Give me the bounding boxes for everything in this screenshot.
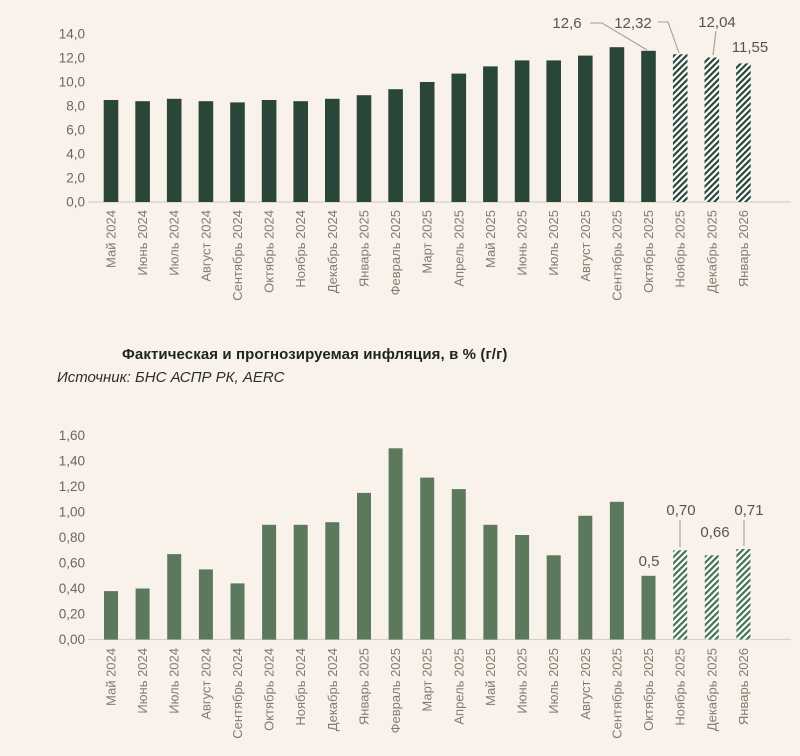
bar [547, 555, 561, 639]
annotation-label: 12,32 [614, 15, 652, 32]
bar [452, 489, 466, 639]
chart-source-caption: Источник: БНС АСПР РК, AERC [57, 369, 285, 386]
y-tick-label: 1,20 [58, 479, 85, 494]
annotations [552, 14, 768, 56]
bar [294, 525, 308, 640]
y-tick-label: 0,80 [58, 530, 85, 545]
x-tick-label: Декабрь 2024 [324, 648, 340, 732]
bar [420, 82, 435, 202]
x-tick-label: Декабрь 2025 [704, 648, 720, 732]
x-tick-label: Январь 2026 [735, 648, 751, 726]
forecast-bar [736, 549, 750, 640]
bar [578, 56, 593, 202]
x-tick-label: Январь 2025 [356, 648, 372, 726]
y-tick-label: 10,0 [58, 74, 85, 90]
x-tick-label: Июль 2025 [546, 210, 562, 276]
y-axis-labels [59, 428, 85, 647]
y-tick-label: 14,0 [58, 26, 85, 42]
x-tick-label: Ноябрь 2024 [293, 648, 309, 726]
bar [135, 101, 150, 202]
bars [104, 448, 750, 639]
x-tick-label: Сентябрь 2025 [609, 648, 625, 739]
y-tick-label: 1,00 [58, 504, 85, 520]
annotation-leader-line [658, 22, 679, 53]
y-tick-label: 12,0 [58, 50, 85, 66]
x-tick-label: Ноябрь 2024 [293, 210, 309, 288]
x-tick-label: Январь 2026 [735, 210, 751, 288]
bar [199, 101, 214, 202]
annotation-label: 12,04 [698, 14, 736, 31]
x-tick-label: Март 2025 [419, 210, 435, 274]
bar [357, 493, 371, 640]
annotation-label: 0,71 [734, 502, 764, 519]
x-tick-label: Декабрь 2024 [324, 210, 340, 294]
x-tick-label: Июнь 2025 [514, 210, 530, 276]
x-tick-label: Июль 2025 [546, 648, 562, 714]
x-tick-label: Декабрь 2025 [704, 210, 720, 294]
x-tick-label: Июль 2024 [166, 210, 182, 276]
bar [483, 525, 497, 640]
bar [325, 522, 339, 639]
x-tick-label: Октябрь 2024 [261, 210, 277, 293]
bar [420, 478, 434, 640]
forecast-bar [736, 63, 751, 202]
bar [642, 576, 656, 640]
y-tick-label: 4,0 [66, 146, 85, 162]
x-tick-label: Июнь 2025 [514, 648, 530, 714]
bar [167, 99, 182, 202]
bar [578, 516, 592, 640]
bar [610, 502, 624, 640]
bar [199, 569, 213, 639]
y-axis-labels [59, 27, 85, 210]
annotation-leader-line [713, 31, 716, 55]
x-tick-label: Сентябрь 2025 [609, 210, 625, 301]
annotation-label: 0,66 [700, 524, 730, 541]
y-tick-label: 0,0 [66, 194, 85, 210]
bar [230, 102, 245, 202]
x-tick-label: Август 2025 [577, 648, 593, 720]
x-tick-label: Февраль 2025 [388, 210, 404, 296]
x-tick-label: Май 2024 [103, 210, 119, 268]
x-tick-label: Сентябрь 2024 [229, 210, 245, 301]
x-tick-label: Август 2025 [577, 210, 593, 282]
x-tick-label: Март 2025 [419, 648, 435, 712]
x-tick-label: Август 2024 [198, 210, 214, 282]
x-tick-label: Ноябрь 2025 [672, 210, 688, 288]
x-tick-label: Февраль 2025 [388, 648, 404, 734]
x-axis-labels [104, 648, 751, 739]
bar [136, 589, 150, 640]
bars [104, 47, 751, 202]
x-tick-label: Май 2024 [103, 648, 119, 706]
y-tick-label: 2,0 [66, 170, 85, 186]
bar [262, 525, 276, 640]
bar [389, 448, 403, 639]
y-tick-label: 0,00 [58, 632, 85, 647]
forecast-bar [705, 58, 720, 203]
x-tick-label: Октябрь 2024 [261, 648, 277, 731]
x-tick-label: Май 2025 [482, 210, 498, 268]
y-tick-label: 8,0 [66, 98, 85, 114]
bar [104, 591, 118, 640]
bar [610, 47, 625, 202]
forecast-bar [673, 54, 688, 202]
bar [641, 51, 656, 202]
annotation-label: 12,6 [552, 15, 582, 32]
bar [262, 100, 277, 202]
chart-title: Фактическая и прогнозируемая инфляция, в % (г/г) [122, 346, 508, 363]
x-axis-labels [104, 210, 751, 301]
x-tick-label: Май 2025 [482, 648, 498, 706]
y-tick-label: 6,0 [66, 122, 85, 138]
annotation-label: 0,70 [666, 502, 696, 519]
x-tick-label: Январь 2025 [356, 210, 372, 288]
bar [452, 74, 467, 202]
bar [546, 60, 561, 202]
forecast-bar [705, 555, 719, 639]
x-tick-label: Октябрь 2025 [641, 648, 657, 731]
bar [515, 60, 530, 202]
x-tick-label: Апрель 2025 [451, 210, 467, 287]
x-tick-label: Август 2024 [198, 648, 214, 720]
y-tick-label: 0,20 [58, 606, 85, 622]
x-tick-label: Июнь 2024 [135, 210, 151, 276]
forecast-bar [673, 550, 687, 639]
bar [357, 95, 372, 202]
bar [231, 583, 245, 639]
y-tick-label: 1,40 [58, 453, 85, 469]
bar [388, 89, 403, 202]
y-tick-label: 1,60 [58, 428, 85, 443]
bar [104, 100, 119, 202]
bar [293, 101, 308, 202]
x-tick-label: Сентябрь 2024 [229, 648, 245, 739]
x-tick-label: Июнь 2024 [135, 648, 151, 714]
y-tick-label: 0,60 [58, 555, 85, 571]
mom-inflation-chart [0, 420, 800, 756]
x-tick-label: Октябрь 2025 [641, 210, 657, 293]
y-tick-label: 0,40 [58, 581, 85, 596]
bar [483, 66, 498, 202]
annotation-label: 0,5 [638, 553, 660, 570]
bar [325, 99, 340, 202]
x-tick-label: Июль 2024 [166, 648, 182, 714]
x-tick-label: Ноябрь 2025 [672, 648, 688, 726]
x-tick-label: Апрель 2025 [451, 648, 467, 725]
bar [515, 535, 529, 640]
bar [167, 554, 181, 639]
annotation-label: 11,55 [731, 39, 769, 56]
yoy-inflation-chart [0, 0, 800, 330]
